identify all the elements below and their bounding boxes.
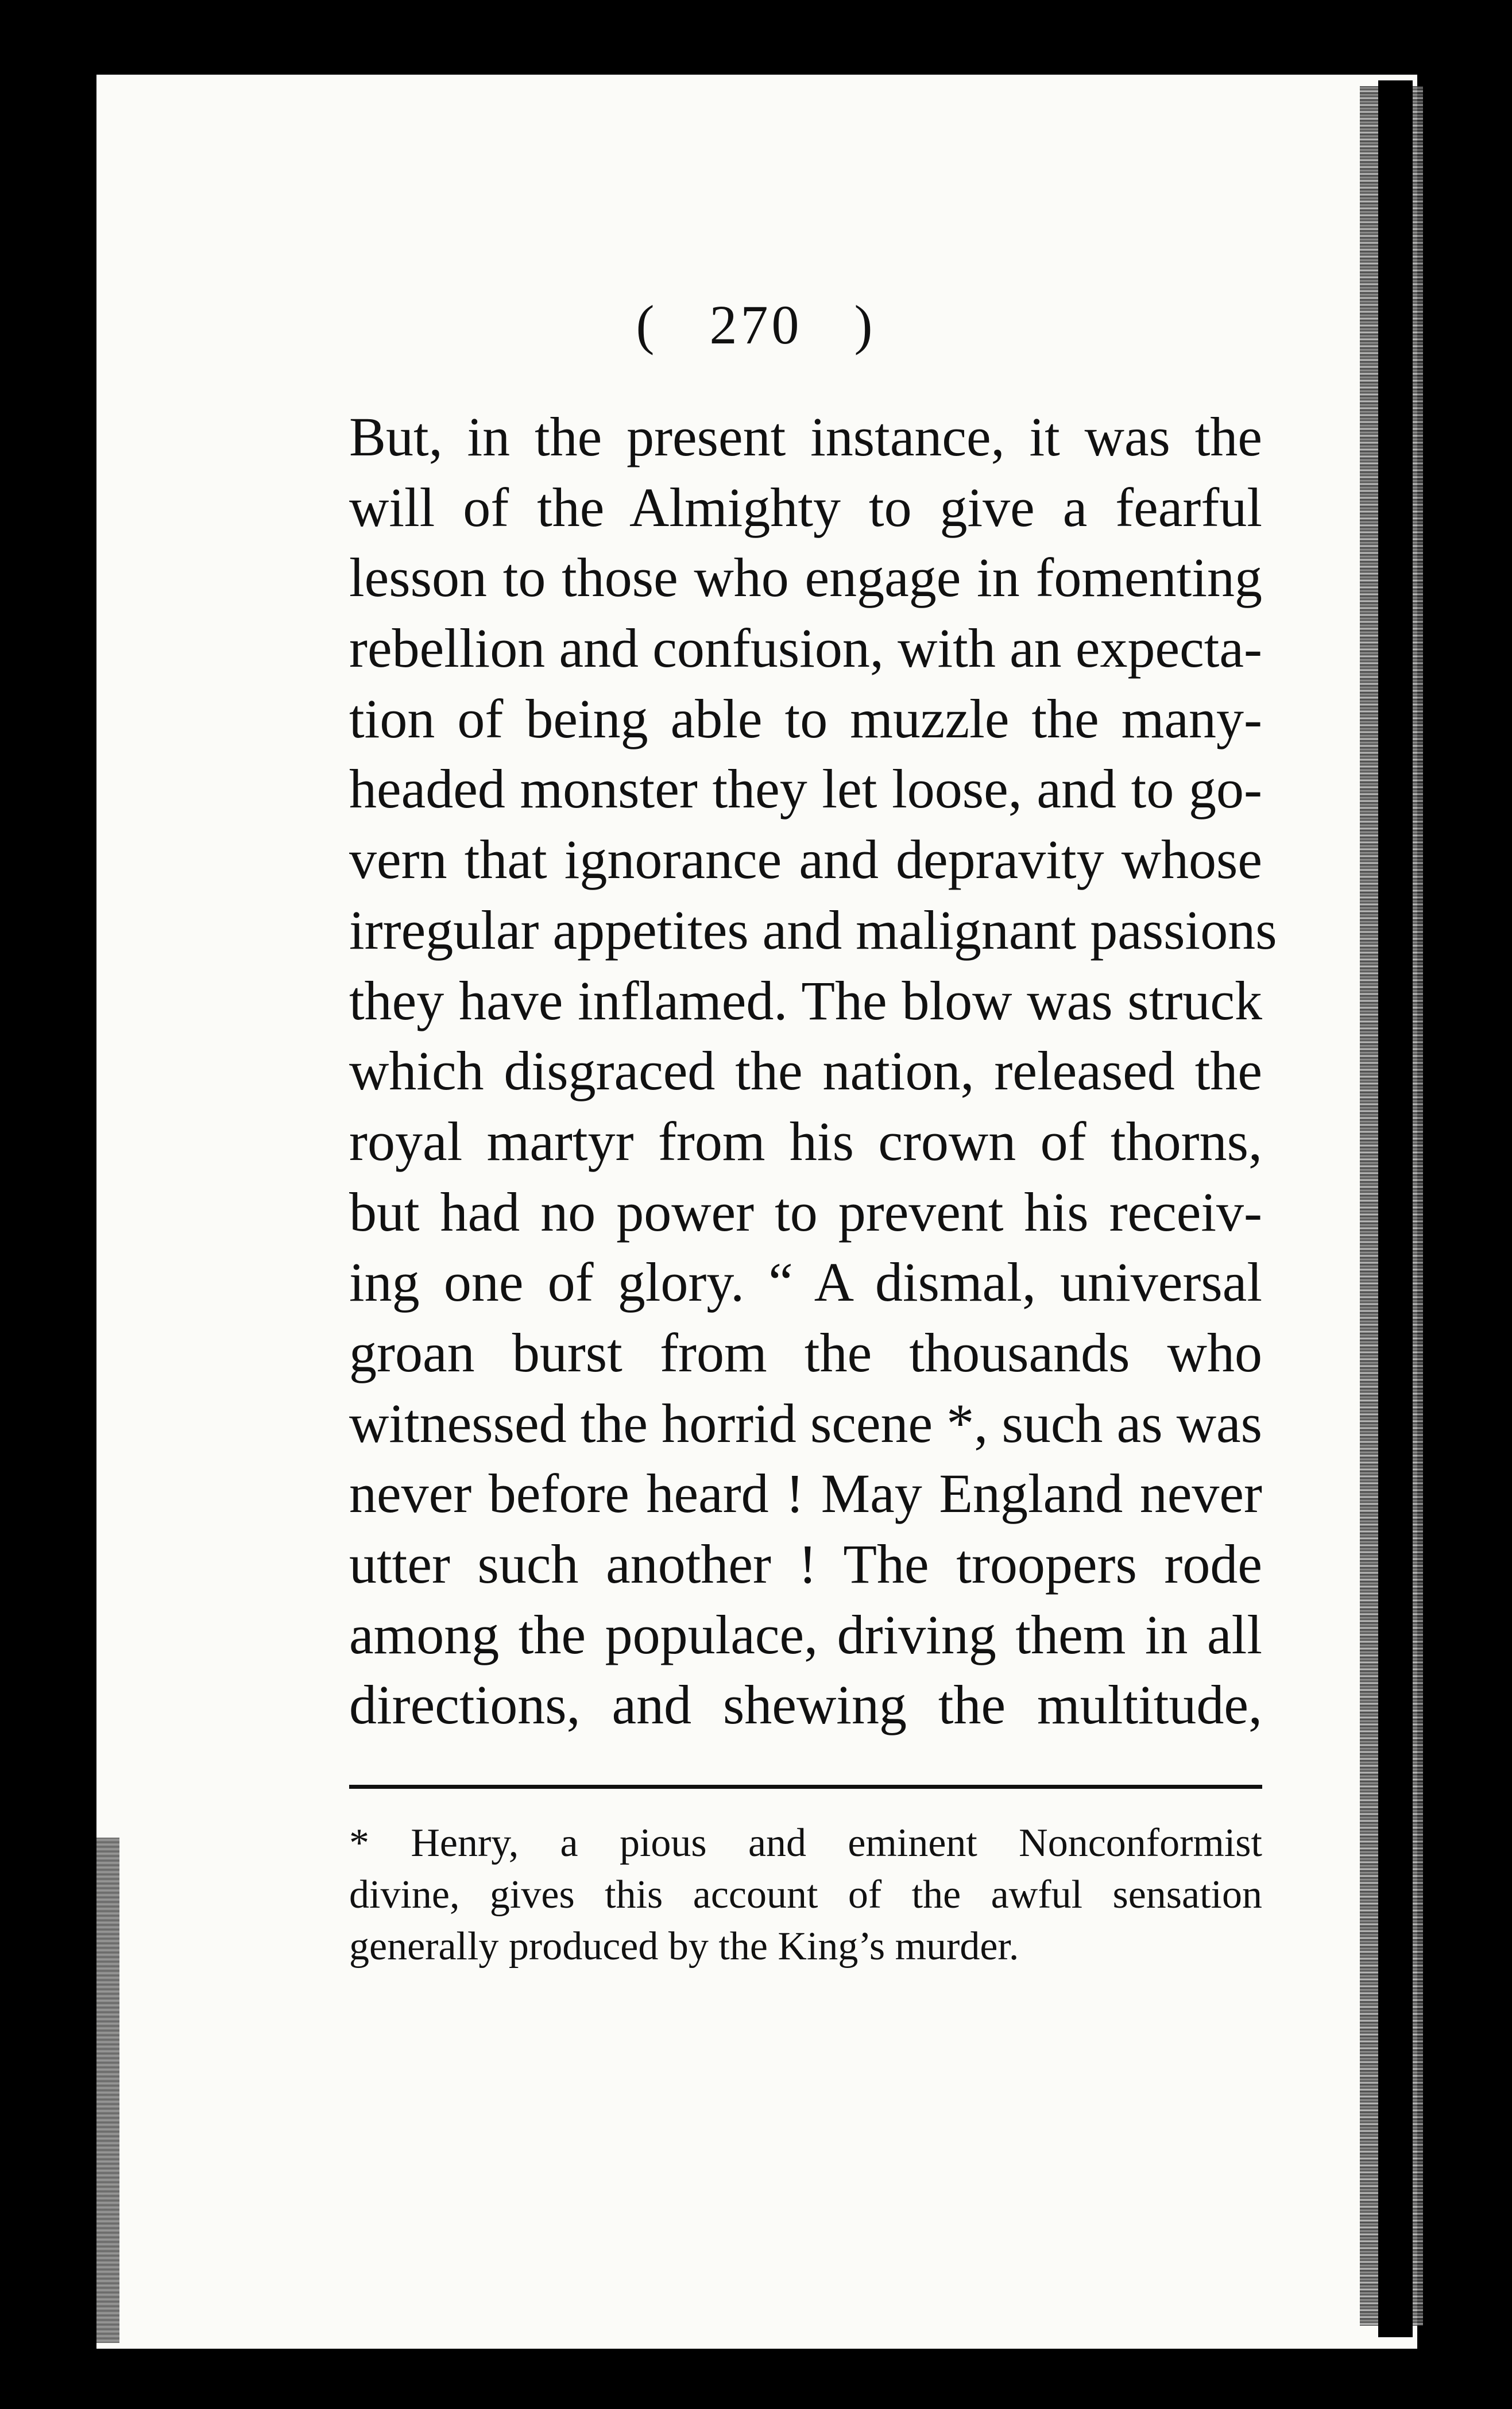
- page-gutter: [1378, 80, 1413, 2337]
- footnote-rule: [349, 1785, 1262, 1789]
- body-line: directions, and shewing the multitude,: [349, 1674, 1262, 1736]
- footnote: [349, 1818, 1262, 1973]
- body-line: But, in the present instance, it was the: [349, 406, 1262, 467]
- left-edge-shadow: [96, 1838, 119, 2343]
- page-number: 270: [709, 294, 803, 355]
- footnote-line: * Henry, a pious and eminent Nonconformist: [349, 1821, 1262, 1865]
- footnote-line: divine, gives this account of the awful sensation: [349, 1873, 1262, 1917]
- body-line: witnessed the horrid scene *, such as was: [349, 1392, 1262, 1454]
- body-line: tion of being able to muzzle the many-: [349, 687, 1262, 749]
- footnote-line: generally produced by the King’s murder.: [349, 1924, 1019, 1969]
- body-line: groan burst from the thousands who: [349, 1321, 1262, 1383]
- body-line: will of the Almighty to give a fearful: [349, 476, 1262, 538]
- body-line: headed monster they let loose, and to go-: [349, 758, 1262, 820]
- body-line: but had no power to prevent his receiv-: [349, 1181, 1262, 1243]
- body-line: irregular appetites and malignant passions: [349, 899, 1277, 961]
- body-text: [349, 402, 1277, 1741]
- body-line: royal martyr from his crown of thorns,: [349, 1110, 1262, 1172]
- body-line: utter such another ! The troopers rode: [349, 1533, 1262, 1595]
- body-line: rebellion and confusion, with an expecta-: [349, 617, 1262, 679]
- body-line: lesson to those who engage in fomenting: [349, 547, 1262, 609]
- page-number-header: [0, 293, 1512, 357]
- body-line: never before heard ! May England never: [349, 1463, 1262, 1525]
- body-line: ing one of glory. “ A dismal, universal: [349, 1251, 1262, 1313]
- body-line: vern that ignorance and depravity whose: [349, 829, 1262, 891]
- body-line: among the populace, driving them in all: [349, 1603, 1262, 1665]
- page-number-close-paren: ): [854, 294, 876, 355]
- page-number-open-paren: (: [636, 294, 658, 355]
- body-line: which disgraced the nation, released the: [349, 1040, 1262, 1102]
- body-line: they have inflamed. The blow was struck: [349, 969, 1262, 1031]
